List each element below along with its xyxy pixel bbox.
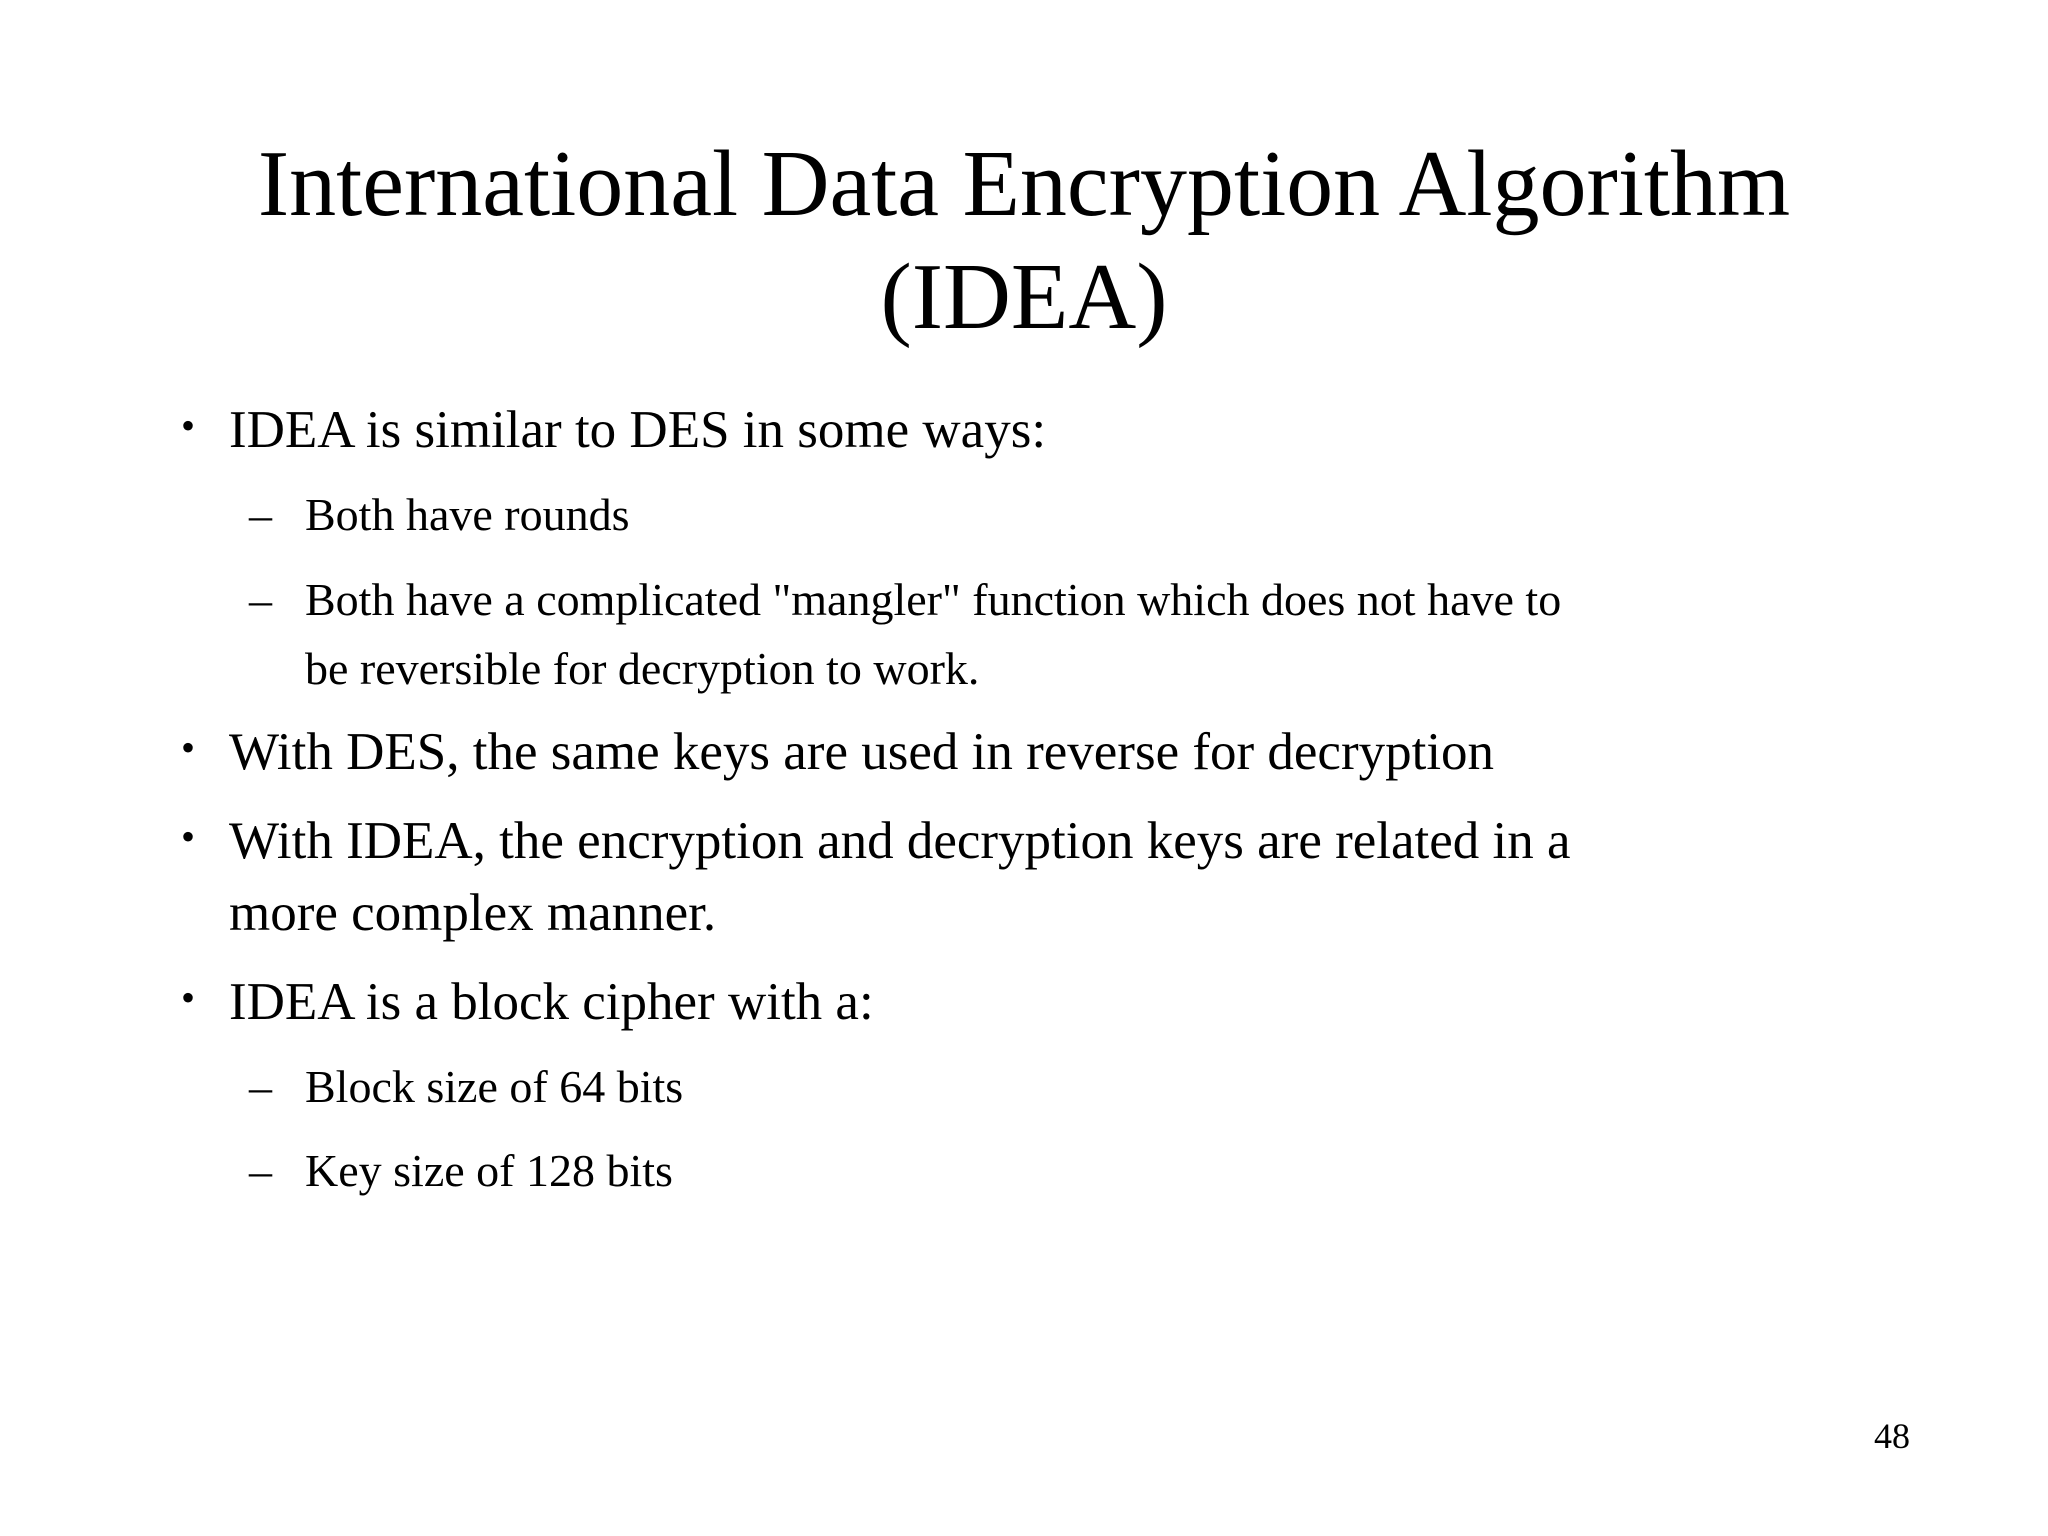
bullet-text: IDEA is similar to DES in some ways: bbox=[229, 401, 1047, 459]
sub-bullet-text-continued: be reversible for decryption to work. bbox=[305, 643, 980, 694]
bullet-item bbox=[181, 805, 1571, 949]
bullet-item bbox=[181, 716, 1495, 788]
sub-bullet-item bbox=[249, 480, 630, 549]
bullet-icon: • bbox=[181, 975, 196, 1020]
dash-icon: – bbox=[249, 574, 272, 625]
sub-bullet-item bbox=[249, 1052, 684, 1121]
dash-icon: – bbox=[249, 489, 272, 540]
bullet-item bbox=[181, 966, 874, 1038]
bullet-text: IDEA is a block cipher with a: bbox=[229, 973, 874, 1031]
title-line-2: (IDEA) bbox=[880, 245, 1168, 349]
sub-bullet-text: Key size of 128 bits bbox=[305, 1145, 673, 1196]
dash-icon: – bbox=[249, 1061, 272, 1112]
bullet-icon: • bbox=[181, 725, 196, 770]
sub-bullet-text: Both have rounds bbox=[305, 489, 630, 540]
bullet-text-continued: more complex manner. bbox=[229, 884, 717, 942]
bullet-icon: • bbox=[181, 814, 196, 859]
sub-bullet-item bbox=[249, 1136, 673, 1205]
dash-icon: – bbox=[249, 1145, 272, 1196]
sub-bullet-text: Block size of 64 bits bbox=[305, 1061, 684, 1112]
sub-bullet-item bbox=[249, 565, 1562, 703]
slide-title bbox=[0, 128, 2048, 354]
title-line-1: International Data Encryption Algorithm bbox=[257, 132, 1791, 236]
sub-bullet-text: Both have a complicated "mangler" function which does not have to bbox=[305, 574, 1562, 625]
page-number: 48 bbox=[1874, 1416, 1910, 1456]
bullet-icon: • bbox=[181, 403, 196, 448]
bullet-item bbox=[181, 394, 1047, 466]
bullet-text: With DES, the same keys are used in reverse for decryption bbox=[229, 723, 1495, 781]
bullet-text: With IDEA, the encryption and decryption keys are related in a bbox=[229, 812, 1571, 870]
